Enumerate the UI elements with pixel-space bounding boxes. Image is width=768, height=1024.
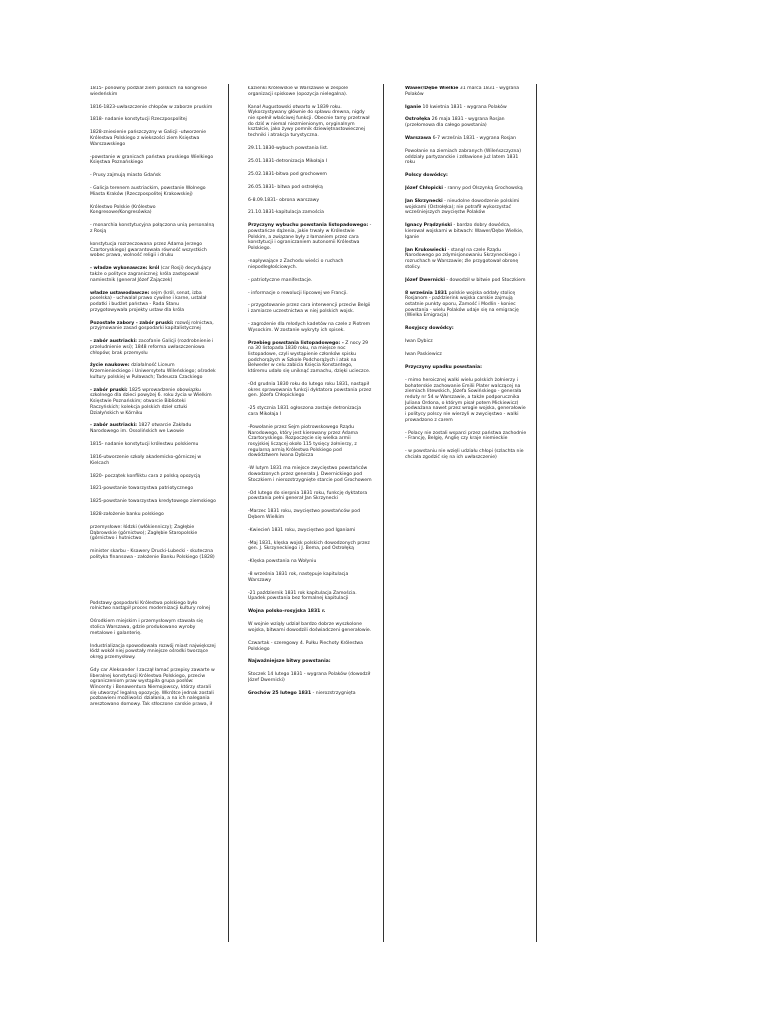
paragraph [248, 541, 372, 552]
paragraph-text: 1828-zniesienie pańszczyzny w Galicji -utworzenie Królestwa Polskiego z wiekszości ziem Księstwa Warszawskiego [90, 130, 207, 147]
paragraph [90, 321, 216, 332]
paragraph [405, 223, 527, 240]
paragraph [90, 86, 216, 97]
paragraph [248, 572, 372, 583]
bold-heading: Józef Chłopicki [405, 186, 443, 192]
paragraph-text: -8 września 1831 rok, następuje kapitulacja Warszawy [248, 572, 349, 583]
paragraph [90, 130, 216, 147]
paragraph-text: 6-8.09.1831- obrona warszawy [248, 197, 320, 203]
paragraph [248, 406, 372, 417]
paragraph-text: -Kwiecień 1831 roku, zwycięstwo pod Iganiami [248, 527, 356, 533]
paragraph [90, 499, 216, 505]
paragraph-text: (car Rosji) decydujący także o polityce zagranicznej; króla zastępował namiestnik (generał Józef Zajączek) [90, 266, 212, 283]
paragraph-text: - Polacy nie zostali wsparci przez państwa zachodnie - Francję, Belgię, Anglię czy kraje niemieckie [405, 430, 527, 442]
paragraph-text: przemysłowe: łódzki (włókienniczy); Zagłębie Dąbrowskie (górnictwo); Zagłębie Staropolskie (górnictwo i hutnictwo [90, 525, 198, 542]
bold-heading: życie naukowe: [90, 363, 130, 369]
paragraph-text: Industrializacja spowodowała rozwój miast największej łódź wokół niej powstały mniejsze ośrodki tworzące okręg przemysłowy. [90, 643, 216, 661]
paragraph [90, 105, 216, 111]
paragraph [405, 105, 527, 111]
paragraph [90, 474, 216, 480]
paragraph-text: Królestwo Polskie (Królestwo Kongresowe/Kongresówka) [90, 204, 156, 216]
paragraph [248, 223, 372, 252]
paragraph [248, 672, 372, 683]
bold-heading: 8 września 1831 [405, 290, 448, 296]
paragraph-text: 1816-1823-uwłaszczenie chłopów w zaborze pruskim [90, 104, 213, 110]
paragraph [90, 363, 216, 380]
text-column-3 [405, 86, 527, 646]
paragraph [405, 186, 527, 192]
paragraph [90, 186, 216, 197]
paragraph [90, 601, 216, 612]
paragraph [248, 559, 372, 565]
paragraph-text: -Marzec 1831 roku, zwycięstwo powstańców pod Dębem Wielkim [248, 509, 360, 520]
paragraph [248, 591, 372, 602]
paragraph-text: 1827 otwarcie Zakładu Narodowego im. Ossolińskich we Lwowie [90, 423, 192, 435]
bold-heading: Przebieg powstania listopadowego: - [248, 340, 344, 346]
paragraph [405, 378, 527, 424]
paragraph-text: 26 maja 1831 - wygrana Rosjan (przełomowa dla całego powstania) [405, 117, 505, 129]
paragraph [90, 644, 216, 661]
paragraph-text: 1815- ponowny podział ziem polskich na kongresie wiedeńskim [90, 86, 208, 97]
paragraph [405, 365, 527, 371]
paragraph [248, 291, 372, 297]
paragraph [90, 155, 216, 166]
paragraph-text: -Maj 1831, klęska wojsk polskich dowodzonych przez gen. J. Skrzyneckiego i J. Bema, pod Ostrołęką [248, 540, 370, 552]
text-column-1 [90, 86, 216, 946]
paragraph [90, 525, 216, 542]
paragraph [248, 659, 372, 665]
paragraph-text: W wojnie wziąły udział bardzo dobrze wyszkolone wojska, bitwami dowodzili doświadczeni generałowie. [248, 622, 372, 633]
paragraph-text: -Klęska powstania na Wołyniu [248, 559, 317, 565]
paragraph [90, 455, 216, 466]
paragraph-text: - Prusy zajmują miasto Gdańsk [90, 173, 161, 179]
paragraph [248, 382, 372, 399]
paragraph-text: -W lutym 1831 ma miejsce zwycięstwo powstańców dowodzonych przez generała J. Dwernickiego pod Stoczkiem i nierozstrzygnięte starcie pod Grochowem [248, 466, 372, 483]
bold-heading: Józef Dwernicki [405, 277, 445, 283]
bold-heading: władze ustawodawcze: [90, 290, 150, 296]
paragraph-text: - przygotowanie przez cara interwencji przeciw Belgii i zamiarze uczestnictwa w niej polskich wojsk. [248, 303, 371, 315]
paragraph-text: Stoczek 14 lutego 1831 - wygrana Polaków (dowodził Józef Dwernicki) [248, 672, 371, 684]
paragraph [248, 86, 372, 97]
bold-heading: Przyczyny wybuchu powstania listopadowego: [248, 223, 369, 229]
paragraph-text: sejm (król, senat, izba poselska) - uchwalał prawo cywilne i karne, ustalał podatki i budżet państwa - Rada Stanu przygotowywała projekty ustaw dla króla [90, 290, 207, 313]
paragraph-text: - Galicja terenem austriackim, powstanie Wolnego Miasta Kraków (Rzeczpospolitej Krakowskiej) [90, 186, 206, 197]
paragraph [90, 442, 216, 448]
paragraph [405, 248, 527, 271]
bold-heading: Polscy dowódcy: [405, 173, 448, 179]
paragraph-text: działalność Liceum Krzemienieckiego i Uniwersytetu Wileńskiego; ośrodek kultury polskiej w Puławach; Tadeusza Czackiego [90, 363, 216, 380]
bold-heading: Iganie [405, 104, 422, 110]
paragraph [248, 509, 372, 520]
paragraph-text: Czwartak - szeregowy 4. Pułku Piechoty Królestwa Polskiego [248, 640, 363, 652]
paragraph-text: zacofanie Galicji (rozdrobnienie i przeludnienie wsi); 1848 reforma uwłaszczeniowa chłopów; brak przemysłu [90, 339, 214, 356]
paragraph [90, 205, 216, 216]
paragraph-text: 25.02.1831-bitwa pod grochowem [248, 171, 327, 177]
paragraph [248, 278, 372, 284]
paragraph [90, 423, 216, 434]
paragraph [248, 146, 372, 152]
column-divider-3 [536, 84, 537, 942]
paragraph [90, 242, 216, 259]
paragraph [90, 173, 216, 179]
bold-heading: - zabór austriacki: [90, 423, 138, 429]
paragraph [405, 449, 527, 460]
bold-heading: Wojna polsko-rosyjska 1831 r. [248, 609, 326, 615]
paragraph [90, 388, 216, 417]
paragraph-text: - mimo heroicznej walki wielu polskich żołnierzy i bohaterskie zachowanie Emilii Plater walczącej na ziemiach litewskich, Józefa Sowińskiego - generała reduty nr 54 w Warszawie, a także podporucznika Juliana Ordona, o którym pisał potem Mickiewicz) podważana nawet przez wrogie wojska, generałowie i politycy polscy nie wierzyli w zwycięstwo - walki prowadzono z carem [405, 377, 526, 423]
paragraph [405, 352, 527, 358]
paragraph-text: konstytucja rozrzeczowana przez Adama Jerzego Czartoryskiego) gwarantowała równość wszystkich wobec prawa, wolność religii i druku [90, 241, 207, 259]
paragraph-text: -21 październik 1831 rok kapitulacja Zamościa. Upadek powstania bez formalnej kapitulacji [248, 590, 357, 602]
paragraph-text: 10 kwietnia 1831 - wygrana Polaków [421, 104, 507, 110]
paragraph [248, 609, 372, 615]
paragraph [248, 210, 372, 216]
paragraph-text: - zagrożenie dla młodych kadetów na czele z Piotrem Wysockim. W zostanie wykryty ich spisek. [248, 322, 371, 333]
paragraph-text: 26.05.1831- bitwa pod ostrołęką [248, 184, 323, 190]
paragraph-text: Iwan Paskiewicz [405, 352, 442, 358]
paragraph [248, 105, 372, 139]
paragraph [248, 303, 372, 314]
paragraph-text: - informacje o rewolucji lipcowej we Francji. [248, 290, 348, 296]
paragraph [248, 322, 372, 333]
paragraph [248, 185, 372, 191]
bold-heading: Warszawa [405, 136, 432, 142]
paragraph [90, 619, 216, 636]
paragraph-text: 1825 wprowadzenie obowiązku szkolnego dla dzieci powyżej 6. roku życia w Wielkim Księstwie Poznańskim; otwarcie Biblioteki Raczyńskich; kolekcja polskich dzieł sztuki Działyńskich w Kórniku [90, 387, 212, 416]
paragraph-text: 29.11.1830-wybuch powstania list. [248, 146, 329, 151]
paragraph [90, 549, 216, 560]
paragraph-text: 1820- początek konfliktu cara z polską opozycją [90, 473, 201, 479]
paragraph-text: - patriotyczne manifestacje. [248, 277, 313, 283]
paragraph-text: Łazienki Królewskie w Warszawie w zespole organizacji spiskowe (opozycja nielegalna). [248, 86, 349, 97]
paragraph-text: - nieudolne dowodzenie polskimi wojskami (Ostrołęka); nie potrafił wykorzystać wcześniejszych zwycięstw Polaków [405, 199, 520, 216]
bold-heading: - władze wykonawcze: król [90, 266, 160, 272]
bold-heading: - zabór pruski: [90, 387, 128, 393]
paragraph [248, 528, 372, 534]
paragraph [248, 691, 372, 697]
paragraph-text: - ranny pod Olszynką Grochowską [442, 186, 523, 192]
paragraph [90, 223, 216, 234]
paragraph-text: 31 marca 1831 - wygrana Polaków [405, 86, 520, 97]
paragraph-text: 1818- nadanie konstytucji Rzeczpospolitej [90, 117, 187, 123]
bold-heading: Pozostałe zabory - zabór pruski: [90, 320, 174, 326]
paragraph [405, 431, 527, 442]
paragraph-text: - monarchia konstytucyjna połączona unią personalną z Rosją [90, 223, 215, 235]
paragraph-text: - bardzo dobry dowódca, kierował wojskami w bitwach: Wawer/Dębe Wielkie, Iganie [405, 223, 524, 240]
paragraph [405, 136, 527, 142]
paragraph-text: Ośrodkiem miejskim i przemysłowym stawała się stolica Warszawa, gdzie produkowano wyroby metalowe i galanterię. [90, 619, 203, 636]
bold-heading: Jan Skrzynecki [405, 199, 443, 205]
paragraph-text: - w powstaniu nie wzięli udziału chłopi (szlachta nie chciała zgodzić się na ich uwłaszczenie) [405, 449, 524, 460]
paragraph-text: 1828-założenie banku polskiego [90, 512, 164, 518]
paragraph-text: Powołanie na ziemiach zabranych (Wileńszczyzna) oddziały partyzanckie i zdławione już latem 1831 roku [405, 148, 522, 166]
paragraph-text: rozwój rolnictwa, przyjmowanie zasad gospodarki kapitalistycznej [90, 320, 214, 332]
paragraph-text: -powstańcze dążenia, jakie trwały w Królestwie Polskim, a związane były z łamaniem przez cara konstytucji i ograniczaniem autonomii Królestwa Polskiego. [248, 223, 372, 252]
paragraph [248, 425, 372, 459]
paragraph-text: 21.10.1831-kapitulacja zamościa [248, 210, 324, 216]
paragraph [90, 291, 216, 314]
paragraph [90, 512, 216, 518]
paragraph [405, 117, 527, 128]
bold-heading: Grochów 25 lutego 1831 [248, 690, 312, 696]
paragraph [248, 259, 372, 270]
paragraph [90, 668, 216, 708]
paragraph-text: -Powołanie przez Sejm piotrowskowego Rządu Narodowego, który jest kierowany przez Adama Czartoryskiego. Rozpoczęcie się wielka armii rosyjskiej liczącej około 115 tysięcy żołnierzy, z regularną armią Królestwa Polskiego pod dowództwem Iwana Dybicza [248, 424, 358, 459]
paragraph [90, 117, 216, 123]
paragraph-text: 1815- nadanie konstytucji królestwu polskiemu [90, 442, 199, 448]
paragraph [90, 339, 216, 356]
paragraph-text: -Od lutego do sierpnia 1831 roku, funkcję dyktatora powstania pełni generał Jan Skrzynecki [248, 490, 368, 502]
paragraph [248, 622, 372, 633]
paragraph-text: polskie wojska oddały stolicę Rosjanom - paździerink wojska carskie zajmują ostatnie punkty oporu, Zamość i Modlin - koniec powstania - wielu Polaków udaje się na emigrację (Wielka Emigracja) [405, 290, 519, 319]
paragraph-text: - dowodził w bitwie pod Stoczkiem [444, 277, 526, 283]
bold-heading: - zabór austriacki: [90, 339, 138, 345]
paragraph-text: -25 stycznia 1831 ogłoszona zostaje detronizacja cara Mikołaja I [248, 406, 362, 418]
paragraph-text: minister skarbu - Ksawery Drucki-Lubecki - skuteczna polityka finansowa - założenie Banku Polskiego (1828) [90, 549, 215, 561]
paragraph-text: Kanał Augustowski otwarto w 1839 roku. Wykorzystywany głównie do spławu drewna, nigdy nie spełnił właściwej funkcji. Obecnie tamy przetrwał do dziś w niemal niezmienionym, oryginalnym kształcie, jako żywy pomnik dziewiętnastowiecznej techniki i atrakcja turystyczna. [248, 104, 370, 139]
paragraph-text: -powstanie w granicach państwa pruskiego Wielkiego Księstwa Poznańskiego [90, 154, 214, 166]
bold-heading: Najważniejsze bitwy powstania: [248, 659, 331, 665]
paragraph [405, 86, 527, 97]
column-divider-1 [228, 84, 229, 942]
bold-heading: Wawer/Dębe Wielkie [405, 86, 459, 91]
paragraph-text: - stanął na czele Rządu Narodowego po zdymisjonowaniu Skrzyneckiego i rozruchach w Warszawie; źle przygotował obronę stolicy. [405, 247, 520, 270]
paragraph [405, 149, 527, 166]
paragraph-text: Gdy car Aleksander I zaczął łamać przepisy zawarte w liberalnej konstytucji Królestwa Polskiego, przeciw ograniczeniom praw wystąpiła grupa posłów: Wincenty i Bonawentura Niemojowscy, którzy starali się utworzyć legalną opozycję. Wkrótce jednak zostali pozbawieni możliwości działania, a na ich nalegania aresztowano domowy. Tak stłoczone carskie prawa, ił [90, 667, 215, 708]
paragraph-text: 6-7 września 1831 - wygrana Rosjan [431, 136, 517, 142]
paragraph-text: Iwan Dybicz [405, 339, 433, 345]
paragraph [405, 326, 527, 332]
bold-heading: Jan Krukowiecki [405, 247, 447, 253]
paragraph-text: - nierozstrzygnięta [311, 690, 356, 696]
paragraph [405, 278, 527, 284]
paragraph-text: -Od grudnia 1830 roku do lutego roku 1831, nastąpił okres sprawowania funkcji dyktatora powstania przez gen. Józefa Chłopickiego [248, 382, 372, 399]
paragraph [405, 339, 527, 345]
paragraph [90, 486, 216, 492]
paragraph [90, 266, 216, 283]
text-column-2 [248, 86, 372, 946]
paragraph [248, 172, 372, 178]
paragraph [405, 291, 527, 320]
paragraph [405, 199, 527, 216]
paragraph [248, 641, 372, 652]
bold-heading: Rosyjscy dowódcy: [405, 326, 454, 332]
bold-heading: Ostrołęka [405, 117, 431, 123]
paragraph-text: 1816-utworzenie szkoły akademicko-górniczej w Kielcach [90, 454, 202, 466]
paragraph [248, 198, 372, 204]
paragraph-text: 1825-powstanie towarzystwa kredytowego ziemskiego [90, 499, 216, 505]
paragraph [248, 491, 372, 502]
paragraph [248, 466, 372, 483]
paragraph-text: Z nocy 29 na 30 listopada 1830 roku, na miejsce noc listopadowe, czyli wystąpienie członków spisku podchorążych w Szkole Podchorążych i atak na Belweder w celu zabicia Księcia Konstantego, któremu udało się uniknąć zamachu, dzięki ucieczce. [248, 340, 371, 375]
paragraph-text: -napływające z Zachodu wieści o ruchach niepodległościowych. [248, 259, 344, 270]
bold-heading: Ignacy Prądzyński [405, 223, 453, 229]
paragraph [248, 341, 372, 375]
column-divider-2 [383, 84, 384, 942]
bold-heading: Przyczyny upadku powstania: [405, 364, 482, 370]
paragraph-text: Podstawy gospodarki Królestwa polskiego było rolnictwo nastąpił proces modernizacji kultury rolnej [90, 600, 210, 612]
paragraph-text: 1821-powstanie towarzystwa patriotycznego [90, 486, 194, 492]
paragraph [405, 173, 527, 179]
paragraph [248, 159, 372, 165]
paragraph-text: 25.01.1831-detronizacja Mikołaja I [248, 158, 328, 164]
